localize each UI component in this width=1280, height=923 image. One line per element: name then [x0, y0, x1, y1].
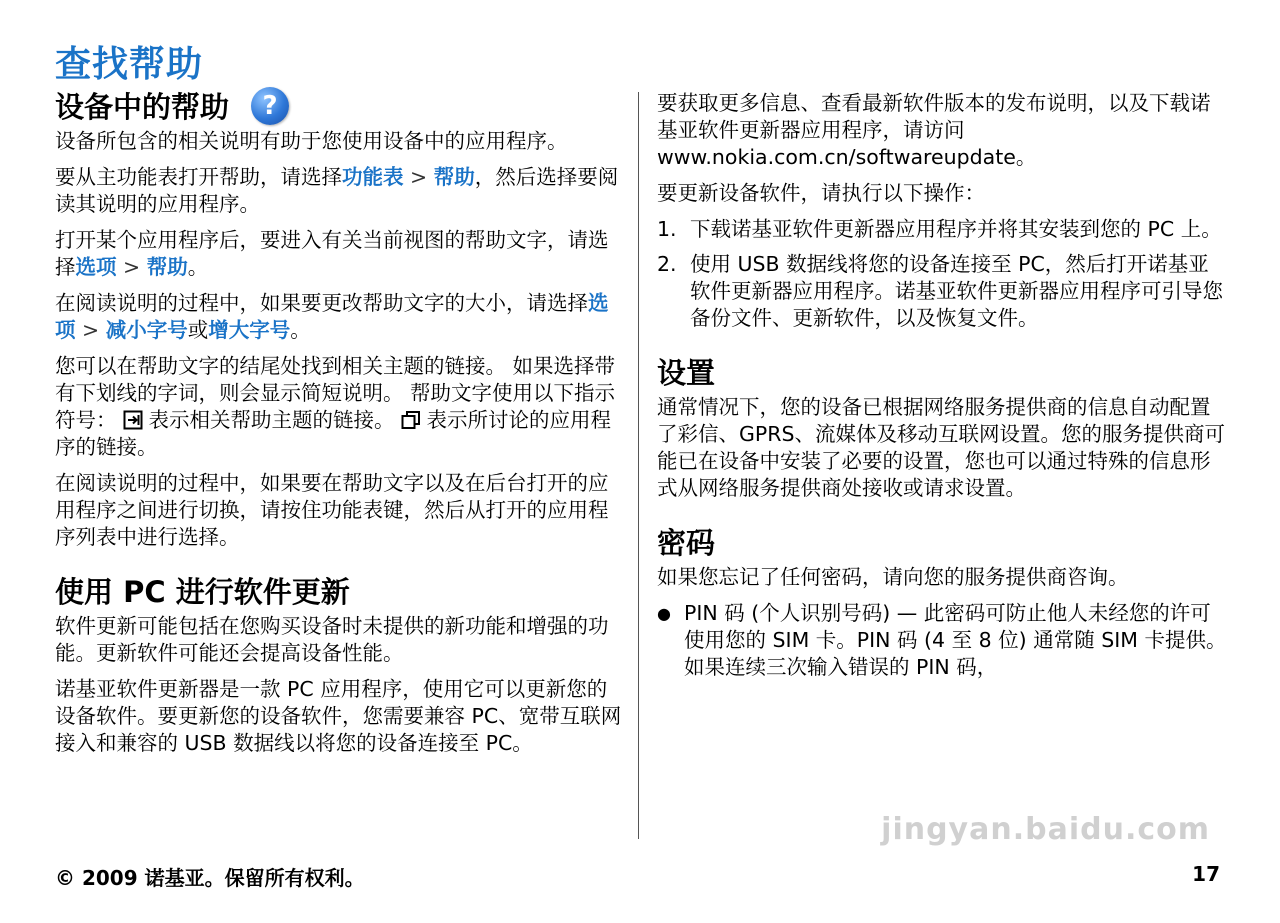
update-steps-list	[657, 216, 1229, 332]
options-keyword: 选项	[55, 291, 609, 342]
step-number: 1.	[657, 217, 677, 241]
password-bullet-list	[657, 600, 1229, 681]
update-paragraph-3: 要获取更多信息、查看最新软件版本的发布说明，以及下载诺基亚软件更新器应用程序，请访问 www.nokia.com.cn/softwareupdate。	[657, 91, 1211, 169]
step-number: 2.	[657, 252, 677, 276]
help-p4-post: 。	[290, 318, 311, 342]
help-section-heading	[55, 88, 623, 128]
help-p5-b: 表示相关帮助主题的链接。	[148, 408, 395, 432]
help-p3-pre: 打开某个应用程序后，要进入有关当前视图的帮助文字，请选择	[55, 228, 609, 279]
decrease-font-keyword: 减小字号	[105, 318, 188, 342]
path-separator: >	[75, 318, 106, 342]
help-paragraph-3	[55, 227, 623, 281]
help-paragraph-5	[55, 353, 623, 461]
list-item	[657, 216, 1229, 243]
column-divider	[638, 92, 639, 839]
bullet-text: PIN 码 (个人识别号码) — 此密码可防止他人未经您的许可使用您的 SIM 卡。PIN 码 (4 至 8 位) 通常随 SIM 卡提供。如果连续三次输入错误的 PIN 码，	[684, 601, 1227, 679]
help-question-icon: ?	[251, 87, 289, 125]
help-keyword: 帮助	[146, 255, 188, 279]
help-p3-post: 。	[187, 255, 209, 279]
step-text: 下载诺基亚软件更新器应用程序并将其安装到您的 PC 上。	[690, 217, 1222, 241]
help-paragraph-1: 设备所包含的相关说明有助于您使用设备中的应用程序。	[55, 129, 568, 153]
bullet-icon: ●	[657, 604, 671, 623]
update-paragraph-2: 诺基亚软件更新器是一款 PC 应用程序，使用它可以更新您的设备软件。要更新您的设备软件，您需要兼容 PC、宽带互联网接入和兼容的 USB 数据线以将您的设备连接至 PC。	[55, 677, 622, 755]
help-p2-post: ，然后选择要阅读其说明的应用程序。	[55, 165, 619, 216]
help-p2-pre: 要从主功能表打开帮助，请选择	[55, 165, 342, 189]
list-item	[657, 600, 1229, 681]
help-p5-a: 您可以在帮助文字的结尾处找到相关主题的链接。 如果选择带有下划线的字词，则会显示简短说明。 帮助文字使用以下指示符号：	[55, 354, 616, 432]
help-paragraph-2	[55, 164, 623, 218]
increase-font-keyword: 增大字号	[208, 318, 291, 342]
update-section-heading: 使用 PC 进行软件更新	[55, 575, 350, 609]
password-paragraph-1: 如果您忘记了任何密码，请向您的服务提供商咨询。	[657, 565, 1129, 589]
settings-paragraph-1: 通常情况下，您的设备已根据网络服务提供商的信息自动配置了彩信、GPRS、流媒体及移动互联网设置。您的服务提供商可能已在设备中安装了必要的设置，您也可以通过特殊的信息形式从网络服务提供商处接收或请求设置。	[657, 395, 1226, 500]
help-keyword: 帮助	[433, 165, 475, 189]
options-keyword: 选项	[75, 255, 117, 279]
step-text: 使用 USB 数据线将您的设备连接至 PC，然后打开诺基亚软件更新器应用程序。诺基亚软件更新器应用程序可引导您备份文件、更新软件，以及恢复文件。	[690, 252, 1223, 330]
list-item	[657, 251, 1229, 332]
left-column	[55, 88, 623, 766]
path-separator: >	[116, 255, 147, 279]
help-paragraph-4	[55, 290, 623, 344]
watermark-logo: jingyan.baidu.com	[881, 812, 1210, 847]
application-link-icon	[401, 410, 421, 430]
help-p4-pre: 在阅读说明的过程中，如果要更改帮助文字的大小，请选择	[55, 291, 588, 315]
footer-copyright: © 2009 诺基亚。保留所有权利。	[55, 866, 365, 890]
path-separator: >	[403, 165, 434, 189]
settings-section-heading: 设置	[657, 356, 716, 390]
right-column	[657, 90, 1229, 681]
help-heading-text: 设备中的帮助	[55, 90, 230, 124]
password-section-heading: 密码	[657, 526, 716, 560]
help-p4-or: 或	[187, 318, 209, 342]
help-paragraph-6: 在阅读说明的过程中，如果要在帮助文字以及在后台打开的应用程序之间进行切换，请按住功能表键，然后从打开的应用程序列表中进行选择。	[55, 471, 609, 549]
update-paragraph-4: 要更新设备软件，请执行以下操作：	[657, 181, 985, 205]
page-title: 查找帮助	[55, 44, 204, 85]
help-p5-c: 表示所讨论的应用程序的链接。	[55, 408, 611, 459]
menu-keyword: 功能表	[342, 165, 404, 189]
page-number: 17	[1192, 862, 1220, 886]
related-topic-link-icon	[123, 410, 143, 430]
update-paragraph-1: 软件更新可能包括在您购买设备时未提供的新功能和增强的功能。更新软件可能还会提高设备性能。	[55, 614, 609, 665]
